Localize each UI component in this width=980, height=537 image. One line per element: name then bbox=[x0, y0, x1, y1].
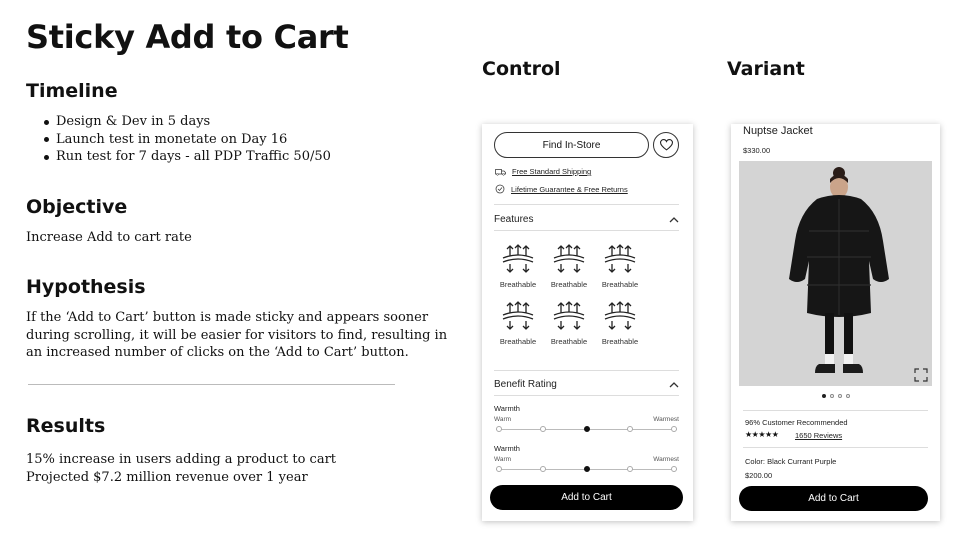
feature-label: Breathable bbox=[601, 280, 639, 289]
chevron-up-icon bbox=[669, 382, 679, 388]
divider bbox=[494, 370, 679, 371]
star-rating: ★★★★★ bbox=[745, 430, 779, 439]
carousel-dot[interactable] bbox=[846, 394, 850, 398]
feature-item bbox=[544, 301, 594, 346]
rating-scale bbox=[494, 456, 679, 463]
benefit-rating-accordion[interactable] bbox=[494, 379, 679, 390]
shipping-link-text: Free Standard Shipping bbox=[512, 167, 592, 176]
check-circle-icon bbox=[495, 184, 505, 194]
slider-step bbox=[540, 466, 546, 472]
slider-step bbox=[496, 426, 502, 432]
timeline-heading: Timeline bbox=[26, 80, 118, 102]
feature-label: Breathable bbox=[550, 280, 588, 289]
features-accordion[interactable] bbox=[494, 214, 679, 225]
breathable-icon bbox=[552, 244, 586, 274]
slider-step bbox=[627, 426, 633, 432]
recommended-text: 96% Customer Recommended bbox=[745, 418, 848, 427]
feature-label: Breathable bbox=[499, 337, 537, 346]
slider-step bbox=[584, 426, 590, 432]
warmth-slider bbox=[496, 426, 677, 432]
feature-item bbox=[493, 301, 543, 346]
feature-item bbox=[544, 244, 594, 289]
hypothesis-text bbox=[26, 309, 447, 362]
wishlist-button[interactable] bbox=[653, 132, 679, 158]
divider bbox=[743, 410, 928, 411]
results-line: Projected $7.2 million revenue over 1 year bbox=[26, 469, 308, 485]
chevron-up-icon bbox=[669, 217, 679, 223]
hypothesis-heading: Hypothesis bbox=[26, 276, 146, 298]
reviews-link[interactable]: 1650 Reviews bbox=[795, 431, 843, 440]
list-item: Run test for 7 days - all PDP Traffic 50/50 bbox=[56, 149, 331, 164]
rating-low: Warm bbox=[494, 456, 512, 463]
page-title: Sticky Add to Cart bbox=[26, 18, 349, 56]
hypothesis-line: during scrolling, it will be easier for visitors to find, resulting in bbox=[26, 327, 448, 343]
list-item: Launch test in monetate on Day 16 bbox=[56, 131, 331, 149]
breathable-icon bbox=[501, 301, 535, 331]
heart-icon bbox=[660, 139, 673, 151]
rating-label: Warmth bbox=[494, 404, 520, 413]
section-divider bbox=[28, 384, 395, 385]
control-screenshot bbox=[482, 124, 693, 521]
slider-step bbox=[627, 466, 633, 472]
feature-item bbox=[493, 244, 543, 289]
hypothesis-line: If the ‘Add to Cart’ button is made sticky and appears sooner bbox=[26, 310, 429, 325]
breathable-icon bbox=[552, 301, 586, 331]
feature-label: Breathable bbox=[601, 337, 639, 346]
timeline-list bbox=[56, 113, 331, 166]
rating-scale bbox=[494, 416, 679, 423]
breathable-icon bbox=[603, 244, 637, 274]
carousel-dot[interactable] bbox=[830, 394, 834, 398]
carousel-dot[interactable] bbox=[822, 394, 826, 398]
results-line: 15% increase in users adding a product to cart bbox=[26, 452, 337, 467]
control-label: Control bbox=[482, 58, 561, 80]
slider-step bbox=[540, 426, 546, 432]
color-price: $200.00 bbox=[745, 471, 773, 480]
variant-label: Variant bbox=[727, 58, 805, 80]
hypothesis-line: an increased number of clicks on the ‘Add to Cart’ button. bbox=[26, 345, 409, 360]
results-heading: Results bbox=[26, 415, 106, 437]
shipping-link[interactable] bbox=[495, 167, 591, 176]
add-to-cart-button[interactable]: Add to Cart bbox=[490, 485, 683, 510]
features-heading: Features bbox=[494, 214, 534, 225]
feature-item bbox=[595, 244, 645, 289]
breathable-icon bbox=[603, 301, 637, 331]
model-illustration bbox=[739, 161, 932, 386]
rating-high: Warmest bbox=[653, 416, 679, 423]
results-text bbox=[26, 451, 336, 486]
product-name: Nuptse Jacket bbox=[743, 125, 813, 137]
guarantee-link[interactable] bbox=[495, 184, 628, 194]
product-image bbox=[739, 161, 932, 386]
objective-text: Increase Add to cart rate bbox=[26, 230, 192, 245]
slider-step bbox=[584, 466, 590, 472]
breathable-icon bbox=[501, 244, 535, 274]
find-in-store-button[interactable]: Find In-Store bbox=[494, 132, 649, 158]
truck-icon bbox=[495, 168, 506, 176]
divider bbox=[743, 447, 928, 448]
color-text: Color: Black Currant Purple bbox=[745, 457, 837, 466]
divider bbox=[494, 230, 679, 231]
warmth-slider bbox=[496, 466, 677, 472]
slider-step bbox=[671, 426, 677, 432]
feature-label: Breathable bbox=[550, 337, 588, 346]
product-price: $330.00 bbox=[743, 146, 771, 155]
divider bbox=[494, 204, 679, 205]
variant-screenshot bbox=[731, 124, 940, 521]
list-item: Design & Dev in 5 days bbox=[56, 113, 331, 131]
objective-heading: Objective bbox=[26, 196, 128, 218]
carousel-dots[interactable] bbox=[731, 394, 940, 398]
benefit-heading: Benefit Rating bbox=[494, 379, 557, 390]
carousel-dot[interactable] bbox=[838, 394, 842, 398]
feature-item bbox=[595, 301, 645, 346]
slider-step bbox=[671, 466, 677, 472]
guarantee-link-text: Lifetime Guarantee & Free Returns bbox=[511, 184, 628, 194]
slider-step bbox=[496, 466, 502, 472]
rating-label: Warmth bbox=[494, 444, 520, 453]
rating-high: Warmest bbox=[653, 456, 679, 463]
rating-low: Warm bbox=[494, 416, 512, 423]
divider bbox=[494, 395, 679, 396]
feature-label: Breathable bbox=[499, 280, 537, 289]
sticky-add-to-cart-button[interactable]: Add to Cart bbox=[739, 486, 928, 511]
